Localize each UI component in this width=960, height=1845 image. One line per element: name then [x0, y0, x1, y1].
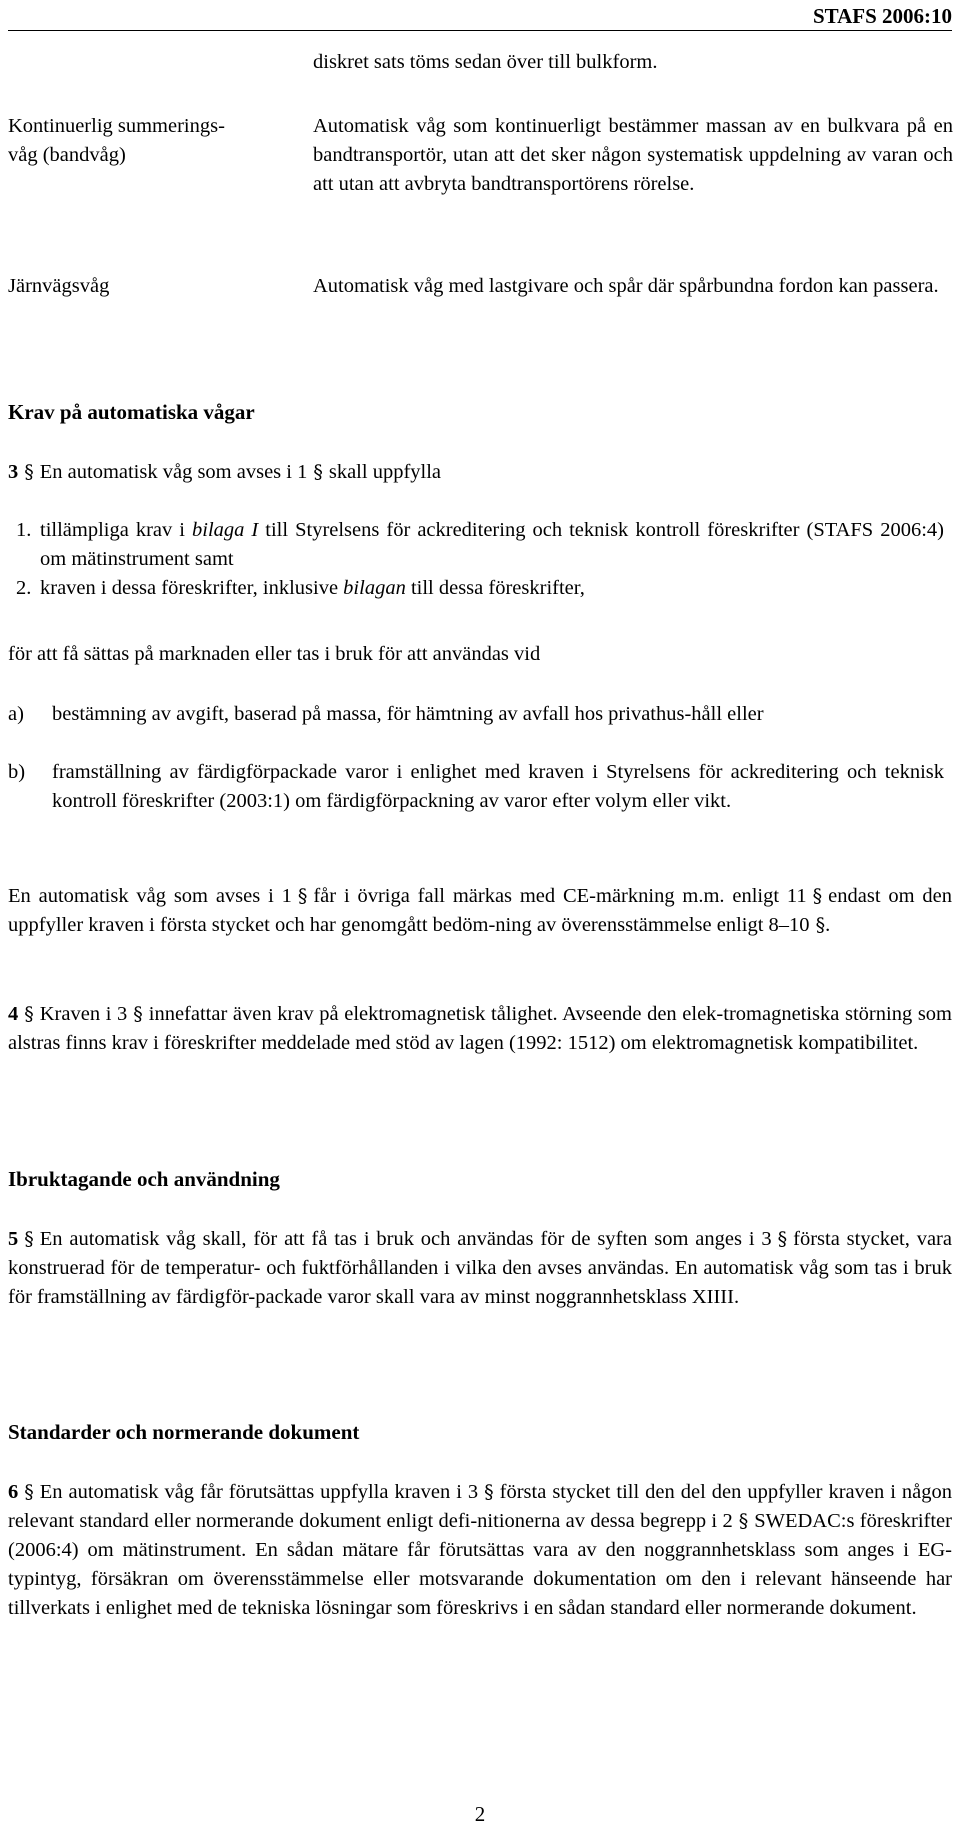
section-sign-icon: §	[133, 1003, 143, 1025]
section-heading: Krav på automatiska vågar	[8, 400, 255, 424]
list-item-label: 2.	[16, 577, 32, 599]
section-sign-icon: §	[24, 1003, 34, 1025]
paragraph-6: 6 § En automatisk våg får förutsättas uppfylla kraven i 3 § första stycket till den del den uppfyller kraven i någon relevant standard eller normerande dokument enligt defi-nitionerna av dessa begrepp i 2 § SWEDAC:s föreskrifter (2006:4) om mätinstrument. En sådan mätare får förutsättas vara av den noggrannhetsklass som anges i EG-typintyg, försäkran om överensstämmelse eller motsvarande dokumentation om den i relevant hänseende har tillverkats i enlighet med de tekniska lösningar som föreskrivs i en sådan standard eller normerande dokument.	[8, 1478, 952, 1623]
paragraph-number: 5	[8, 1228, 19, 1250]
list-item-text: bestämning av avgift, baserad på massa, för hämtning av avfall hos privathus-håll eller	[52, 703, 764, 725]
definition-text: Automatisk våg med lastgivare och spår där spårbundna fordon kan passera.	[313, 275, 939, 297]
section-sign-icon: §	[24, 1228, 34, 1250]
document-identifier: STAFS 2006:10	[812, 4, 952, 28]
definition-text: Automatisk våg som kontinuerligt bestämmer massan av en bulkvara på en bandtransportör, utan att det sker någon systematisk uppdelning av varan och att utan att avbryta bandtransportörens rörelse.	[313, 115, 953, 195]
definition-term-line: våg (bandvåg)	[8, 144, 126, 166]
section-sign-icon: §	[297, 885, 308, 907]
page-header	[8, 0, 952, 31]
page-number: 2	[474, 1802, 486, 1826]
section-sign-icon: §	[24, 1481, 34, 1503]
section-sign-icon: §	[24, 461, 34, 483]
definition-term	[8, 112, 298, 170]
paragraph-number: 3	[8, 461, 19, 483]
paragraph-number: 6	[8, 1481, 19, 1503]
paragraph-5: 5 § En automatisk våg skall, för att få tas i bruk och användas för de syften som anges i 3 § första stycket, vara konstruerad för de temperatur- och fuktförhållanden i vilka den avses användas. En automatisk våg som tas i bruk för framställning av färdigför-packade varor skall vara av minst noggrannhetsklass XIIII.	[8, 1225, 952, 1312]
list-item-text: tillämpliga krav i bilaga I till Styrelsens för ackreditering och teknisk kontroll föreskrifter (STAFS 2006:4) om mätinstrument samt	[40, 519, 944, 570]
section-heading: Ibruktagande och användning	[8, 1167, 280, 1191]
section-sign-icon: §	[815, 914, 826, 936]
section-sign-icon: §	[812, 885, 823, 907]
section-sign-icon: §	[313, 461, 323, 483]
list-item-label: b)	[8, 761, 26, 783]
section-heading: Standarder och normerande dokument	[8, 1420, 360, 1444]
paragraph-4: 4 § Kraven i 3 § innefattar även krav på elektromagnetisk tålighet. Avseende den elek-tromagnetiska störning som alstras finns krav i föreskrifter meddelade med stöd av lagen (1992: 1512) om elektromagnetisk kompatibilitet.	[8, 1000, 952, 1058]
ce-marking-paragraph: En automatisk våg som avses i 1 § får i övriga fall märkas med CE-märkning m.m. enligt 11 § endast om den uppfyller kraven i första stycket och har genomgått bedöm-ning av överensstämmelse enligt 8–10 §.	[8, 882, 952, 940]
list-item-text: framställning av färdigförpackade varor i enlighet med kraven i Styrelsens för ackreditering och teknisk kontroll föreskrifter (2003:1) om färdigförpackning av varor efter volym eller vikt.	[52, 761, 944, 812]
list-item-label: 1.	[16, 519, 32, 541]
section-sign-icon: §	[484, 1481, 494, 1503]
continuation-text: diskret sats töms sedan över till bulkform.	[313, 51, 658, 73]
definition-term-line: Kontinuerlig summerings-	[8, 115, 225, 137]
paragraph-number: 4	[8, 1003, 19, 1025]
section-sign-icon: §	[777, 1228, 788, 1250]
section-sign-icon: §	[738, 1510, 749, 1532]
list-item-label: a)	[8, 703, 24, 725]
paragraph-3: 3 § En automatisk våg som avses i 1 § skall uppfylla	[8, 458, 952, 487]
purpose-text: för att få sättas på marknaden eller tas i bruk för att användas vid	[8, 643, 541, 665]
definition-term: Järnvägsvåg	[8, 275, 110, 297]
list-item-text: kraven i dessa föreskrifter, inklusive bilagan till dessa föreskrifter,	[40, 577, 585, 599]
